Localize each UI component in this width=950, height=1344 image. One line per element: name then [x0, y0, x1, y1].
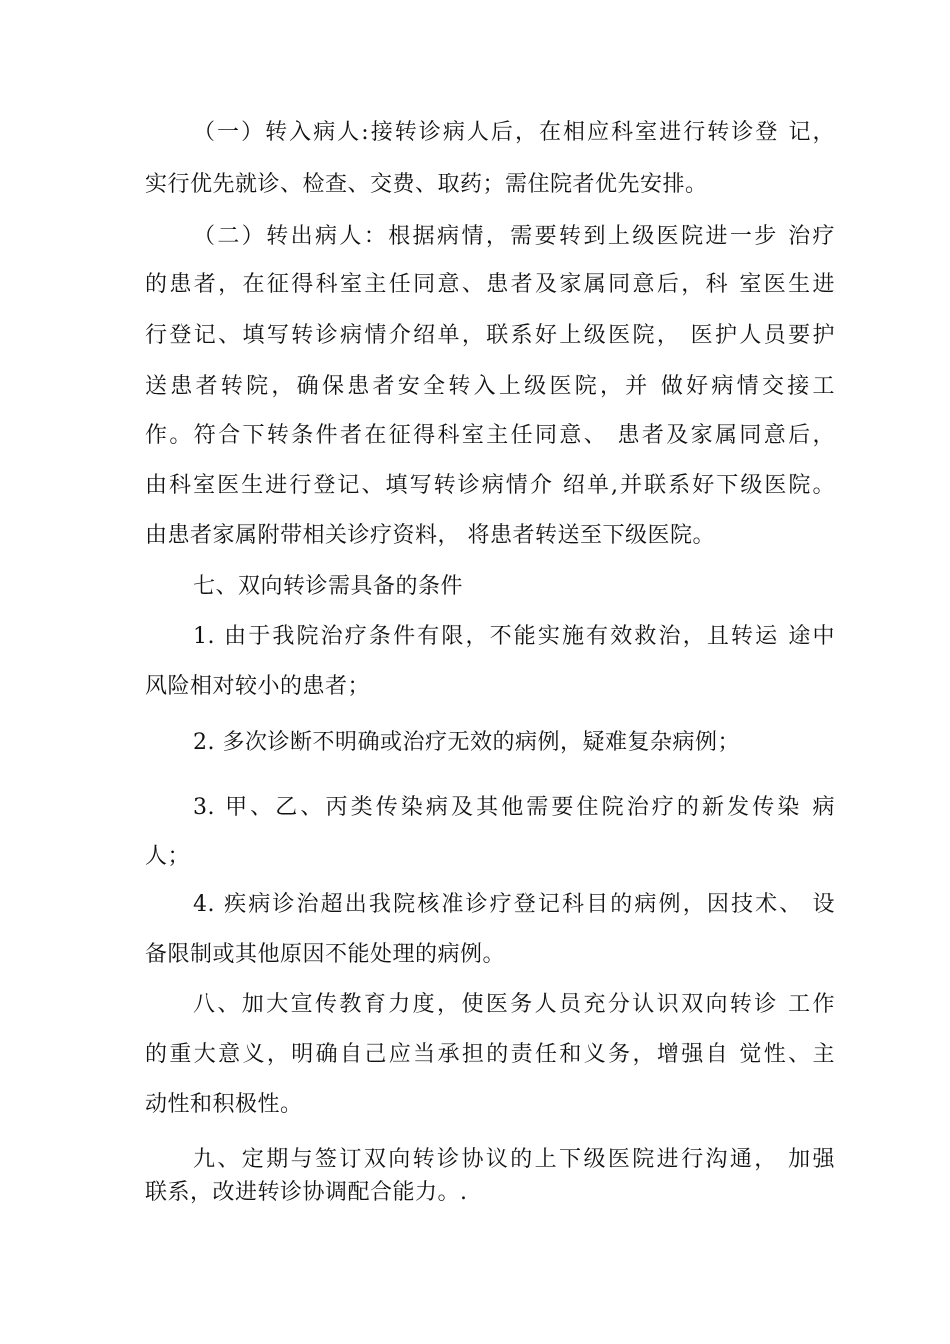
- section-7-heading: 七、双向转诊需具备的条件: [193, 574, 464, 599]
- item-3-line-2: 人；: [145, 844, 191, 869]
- section-8-line-3: 动性和积极性。: [145, 1092, 303, 1117]
- section-8-line-1: 八、加大宣传教育力度，使医务人员充分认识双向转诊 工作: [193, 992, 835, 1017]
- paragraph-2-line-2: 的患者，在征得科室主任同意、患者及家属同意后，科 室医生进: [145, 272, 835, 297]
- item-4-line-1: 4. 疾病诊治超出我院核准诊疗登记科目的病例，因技术、 设: [193, 892, 835, 917]
- paragraph-1-line-1: （一）转入病人:接转诊病人后，在相应科室进行转诊登 记，: [193, 120, 835, 145]
- item-2-line-1: 2. 多次诊断不明确或治疗无效的病例，疑难复杂病例；: [193, 730, 740, 755]
- paragraph-2-line-4: 送患者转院，确保患者安全转入上级医院，并 做好病情交接工: [145, 374, 835, 399]
- paragraph-2-line-7: 由患者家属附带相关诊疗资料， 将患者转送至下级医院。: [145, 523, 715, 548]
- paragraph-2-line-1: （二）转出病人：根据病情，需要转到上级医院进一步 治疗: [193, 224, 835, 249]
- section-9-line-1: 九、定期与签订双向转诊协议的上下级医院进行沟通， 加强: [193, 1147, 835, 1172]
- section-8-line-2: 的重大意义，明确自己应当承担的责任和义务，增强自 觉性、主: [145, 1042, 835, 1067]
- paragraph-1-line-2: 实行优先就诊、检查、交费、取药；需住院者优先安排。: [145, 172, 708, 197]
- item-1-line-2: 风险相对较小的患者；: [145, 674, 371, 699]
- item-4-line-2: 备限制或其他原因不能处理的病例。: [145, 942, 506, 967]
- item-3-line-1: 3. 甲、乙、丙类传染病及其他需要住院治疗的新发传染 病: [193, 795, 835, 820]
- paragraph-2-line-6: 由科室医生进行登记、填写转诊病情介 绍单,并联系好下级医院。: [145, 473, 835, 498]
- section-9-line-2: 联系，改进转诊协调配合能力。.: [145, 1180, 468, 1205]
- item-1-line-1: 1. 由于我院治疗条件有限，不能实施有效救治，且转运 途中: [193, 624, 835, 649]
- paragraph-2-line-5: 作。符合下转条件者在征得科室主任同意、 患者及家属同意后，: [145, 423, 835, 448]
- paragraph-2-line-3: 行登记、填写转诊病情介绍单，联系好上级医院， 医护人员要护: [145, 323, 835, 348]
